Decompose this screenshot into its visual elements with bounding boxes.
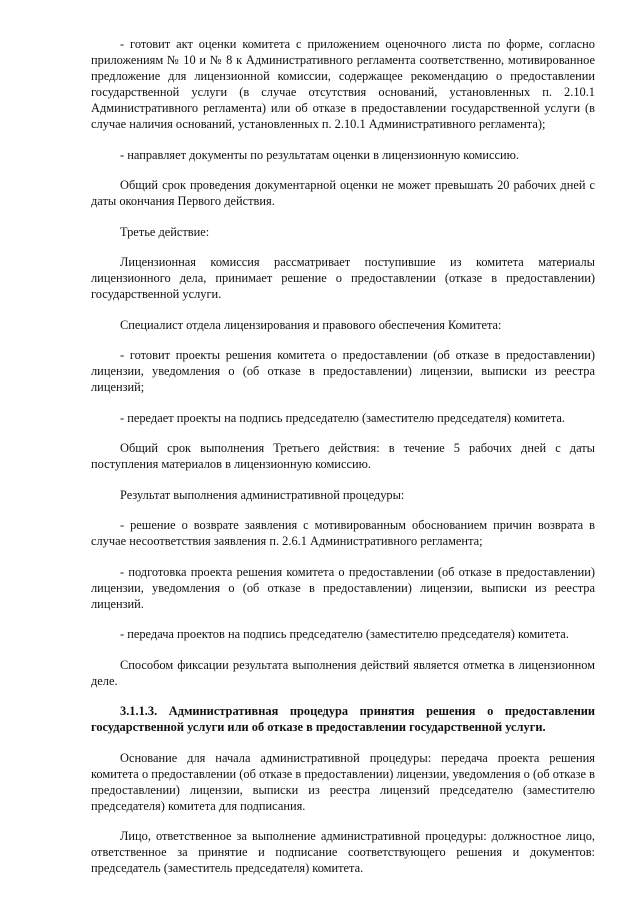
paragraph-procedure-result: Результат выполнения административной процедуры:: [120, 487, 405, 502]
paragraph-responsible-person: Лицо, ответственное за выполнение административной процедуры: должностное лицо, ответственное за принятие и подписание соответствующего решения и документов: председатель (заместитель председателя) комитета.: [91, 829, 595, 875]
list-item-return-decision: - решение о возврате заявления с мотивированным обоснованием причин возврата в случае несоответствия заявления п. 2.6.1 Административного регламента;: [91, 518, 595, 548]
paragraph-third-action: Третье действие:: [120, 224, 210, 239]
section-heading: 3.1.1.3. Административная процедура принятия решения о предоставлении государственной услуги или об отказе в предоставлении государственной услуги.: [91, 704, 595, 734]
paragraph-term-documentary: Общий срок проведения документарной оценки не может превышать 20 рабочих дней с даты окончания Первого действия.: [91, 178, 595, 208]
paragraph-term-third-action: Общий срок выполнения Третьего действия: в течение 5 рабочих дней с даты поступления материалов в лицензионную комиссию.: [91, 441, 595, 471]
list-item-act: - готовит акт оценки комитета с приложением оценочного листа по форме, согласно приложениям № 10 и № 8 к Административного регламента соответственно, мотивированное предложение для лицензионной комиссии, содержащее рекомендацию о предоставлении государственной услуги (в случае отсутствия оснований, установленных п. 2.10.1 Административного регламента) или об отказе в предоставлении государственной услуги (в случае наличия оснований, установленных п. 2.10.1 Административного регламента);: [91, 37, 595, 131]
list-item-submit-drafts: - передает проекты на подпись председателю (заместителю председателя) комитета.: [120, 410, 565, 425]
list-item-prepare-drafts: - готовит проекты решения комитета о предоставлении (об отказе в предоставлении) лицензии, уведомления о (об отказе в предоставлении) лицензии, выписки из реестра лицензий;: [91, 348, 595, 394]
paragraph-commission: Лицензионная комиссия рассматривает поступившие из комитета материалы лицензионного дела, принимает решение о предоставлении (отказе в предоставлении) государственной услуги.: [91, 255, 595, 301]
paragraph-procedure-basis: Основание для начала административной процедуры: передача проекта решения комитета о предоставлении (об отказе в предоставлении) лицензии, уведомления о (об отказе в предоставлении) лицензии, выписки из реестра лицензий председателю (заместителю председателя) комитета для подписания.: [91, 750, 595, 813]
paragraph-specialist: Специалист отдела лицензирования и правового обеспечения Комитета:: [120, 317, 502, 332]
paragraph-recording-method: Способом фиксации результата выполнения действий является отметка в лицензионном деле.: [91, 657, 595, 688]
list-item-send-documents: - направляет документы по результатам оценки в лицензионную комиссию.: [120, 147, 520, 162]
document-body: [91, 36, 595, 891]
list-item-draft-transfer: - передача проектов на подпись председателю (заместителю председателя) комитета.: [120, 627, 569, 641]
list-item-draft-preparation: - подготовка проекта решения комитета о предоставлении (об отказе в предоставлении) лицензии, уведомления о (об отказе в предоставлении) лицензии, выписки из реестра лицензий.: [91, 564, 595, 611]
